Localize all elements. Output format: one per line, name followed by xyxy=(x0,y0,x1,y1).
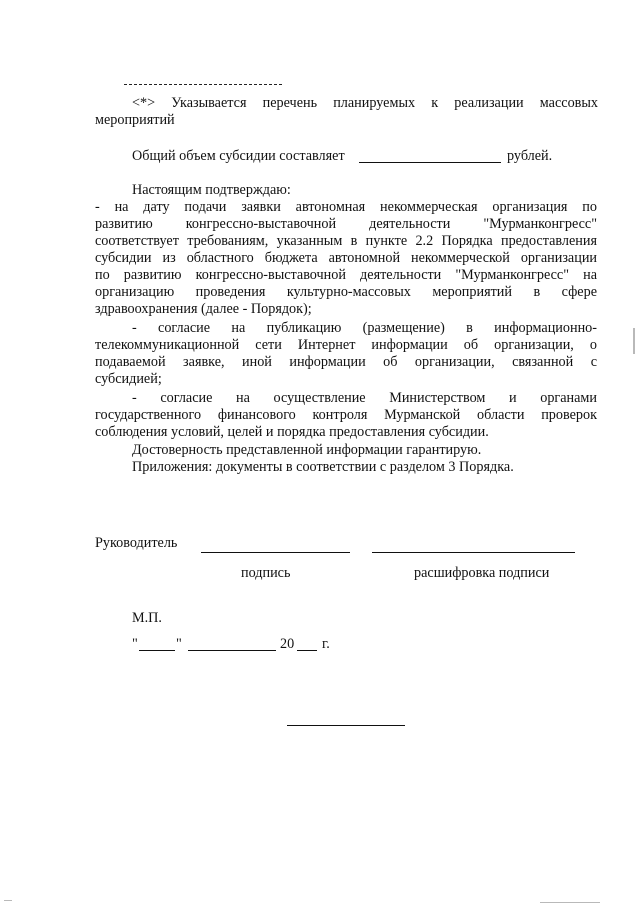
confirm-line: - на дату подачи заявки автономная некоммерческая организация по xyxy=(95,199,597,215)
footnote-text-line1: <*> Указывается перечень планируемых к реализации массовых xyxy=(132,95,598,111)
subsidy-unit: рублей. xyxy=(507,148,553,164)
confirm-line: соответствует требованиям, указанным в пункте 2.2 Порядка предоставления xyxy=(95,233,597,249)
date-year-prefix: 20 xyxy=(280,636,295,652)
subsidy-amount-field xyxy=(359,162,501,163)
confirm-line: развитию конгрессно-выставочной деятельности "Мурманконгресс" xyxy=(95,216,597,232)
date-year-suffix: г. xyxy=(322,636,330,652)
date-quote-close: " xyxy=(176,636,182,652)
signature-field xyxy=(201,552,350,553)
stamp-placeholder: М.П. xyxy=(132,610,162,626)
subsidy-label: Общий объем субсидии составляет xyxy=(132,148,345,164)
confirm-line: организацию проведения культурно-массовых мероприятий в сфере xyxy=(95,284,597,300)
confirm-line: - согласие на публикацию (размещение) в информационно- xyxy=(132,320,597,336)
confirm-line: - согласие на осуществление Министерством и органами xyxy=(132,390,597,406)
confirm-line: субсидией; xyxy=(95,371,162,387)
footnote-separator xyxy=(124,84,282,85)
date-quote-open: " xyxy=(132,636,138,652)
date-year-field xyxy=(297,650,317,651)
scan-margin-mark xyxy=(633,328,635,354)
confirm-line: соблюдения условий, целей и порядка предоставления субсидии. xyxy=(95,424,489,440)
end-rule xyxy=(287,725,405,726)
confirm-line: телекоммуникационной сети Интернет информации об организации, о xyxy=(95,337,597,353)
confirm-line: подаваемой заявке, иной информации об организации, связанной с xyxy=(95,354,597,370)
attachments-statement: Приложения: документы в соответствии с разделом 3 Порядка. xyxy=(132,459,514,475)
signature-caption: подпись xyxy=(241,565,291,581)
confirm-line: здравоохранения (далее - Порядок); xyxy=(95,301,312,317)
confirm-heading: Настоящим подтверждаю: xyxy=(132,182,291,198)
date-day-field xyxy=(139,650,175,651)
confirm-line: по развитию конгрессно-выставочной деятельности "Мурманконгресс" на xyxy=(95,267,597,283)
date-month-field xyxy=(188,650,276,651)
scan-bottom-mark xyxy=(540,902,600,903)
confirm-line: субсидии из областного бюджета автономной некоммерческой организации xyxy=(95,250,597,266)
guarantee-statement: Достоверность представленной информации гарантирую. xyxy=(132,442,482,458)
footnote-text-line2: мероприятий xyxy=(95,112,175,128)
signature-decode-field xyxy=(372,552,575,553)
head-label: Руководитель xyxy=(95,535,178,551)
scan-corner-mark xyxy=(4,900,12,901)
signature-decode-caption: расшифровка подписи xyxy=(414,565,550,581)
confirm-line: государственного финансового контроля Мурманской области проверок xyxy=(95,407,597,423)
